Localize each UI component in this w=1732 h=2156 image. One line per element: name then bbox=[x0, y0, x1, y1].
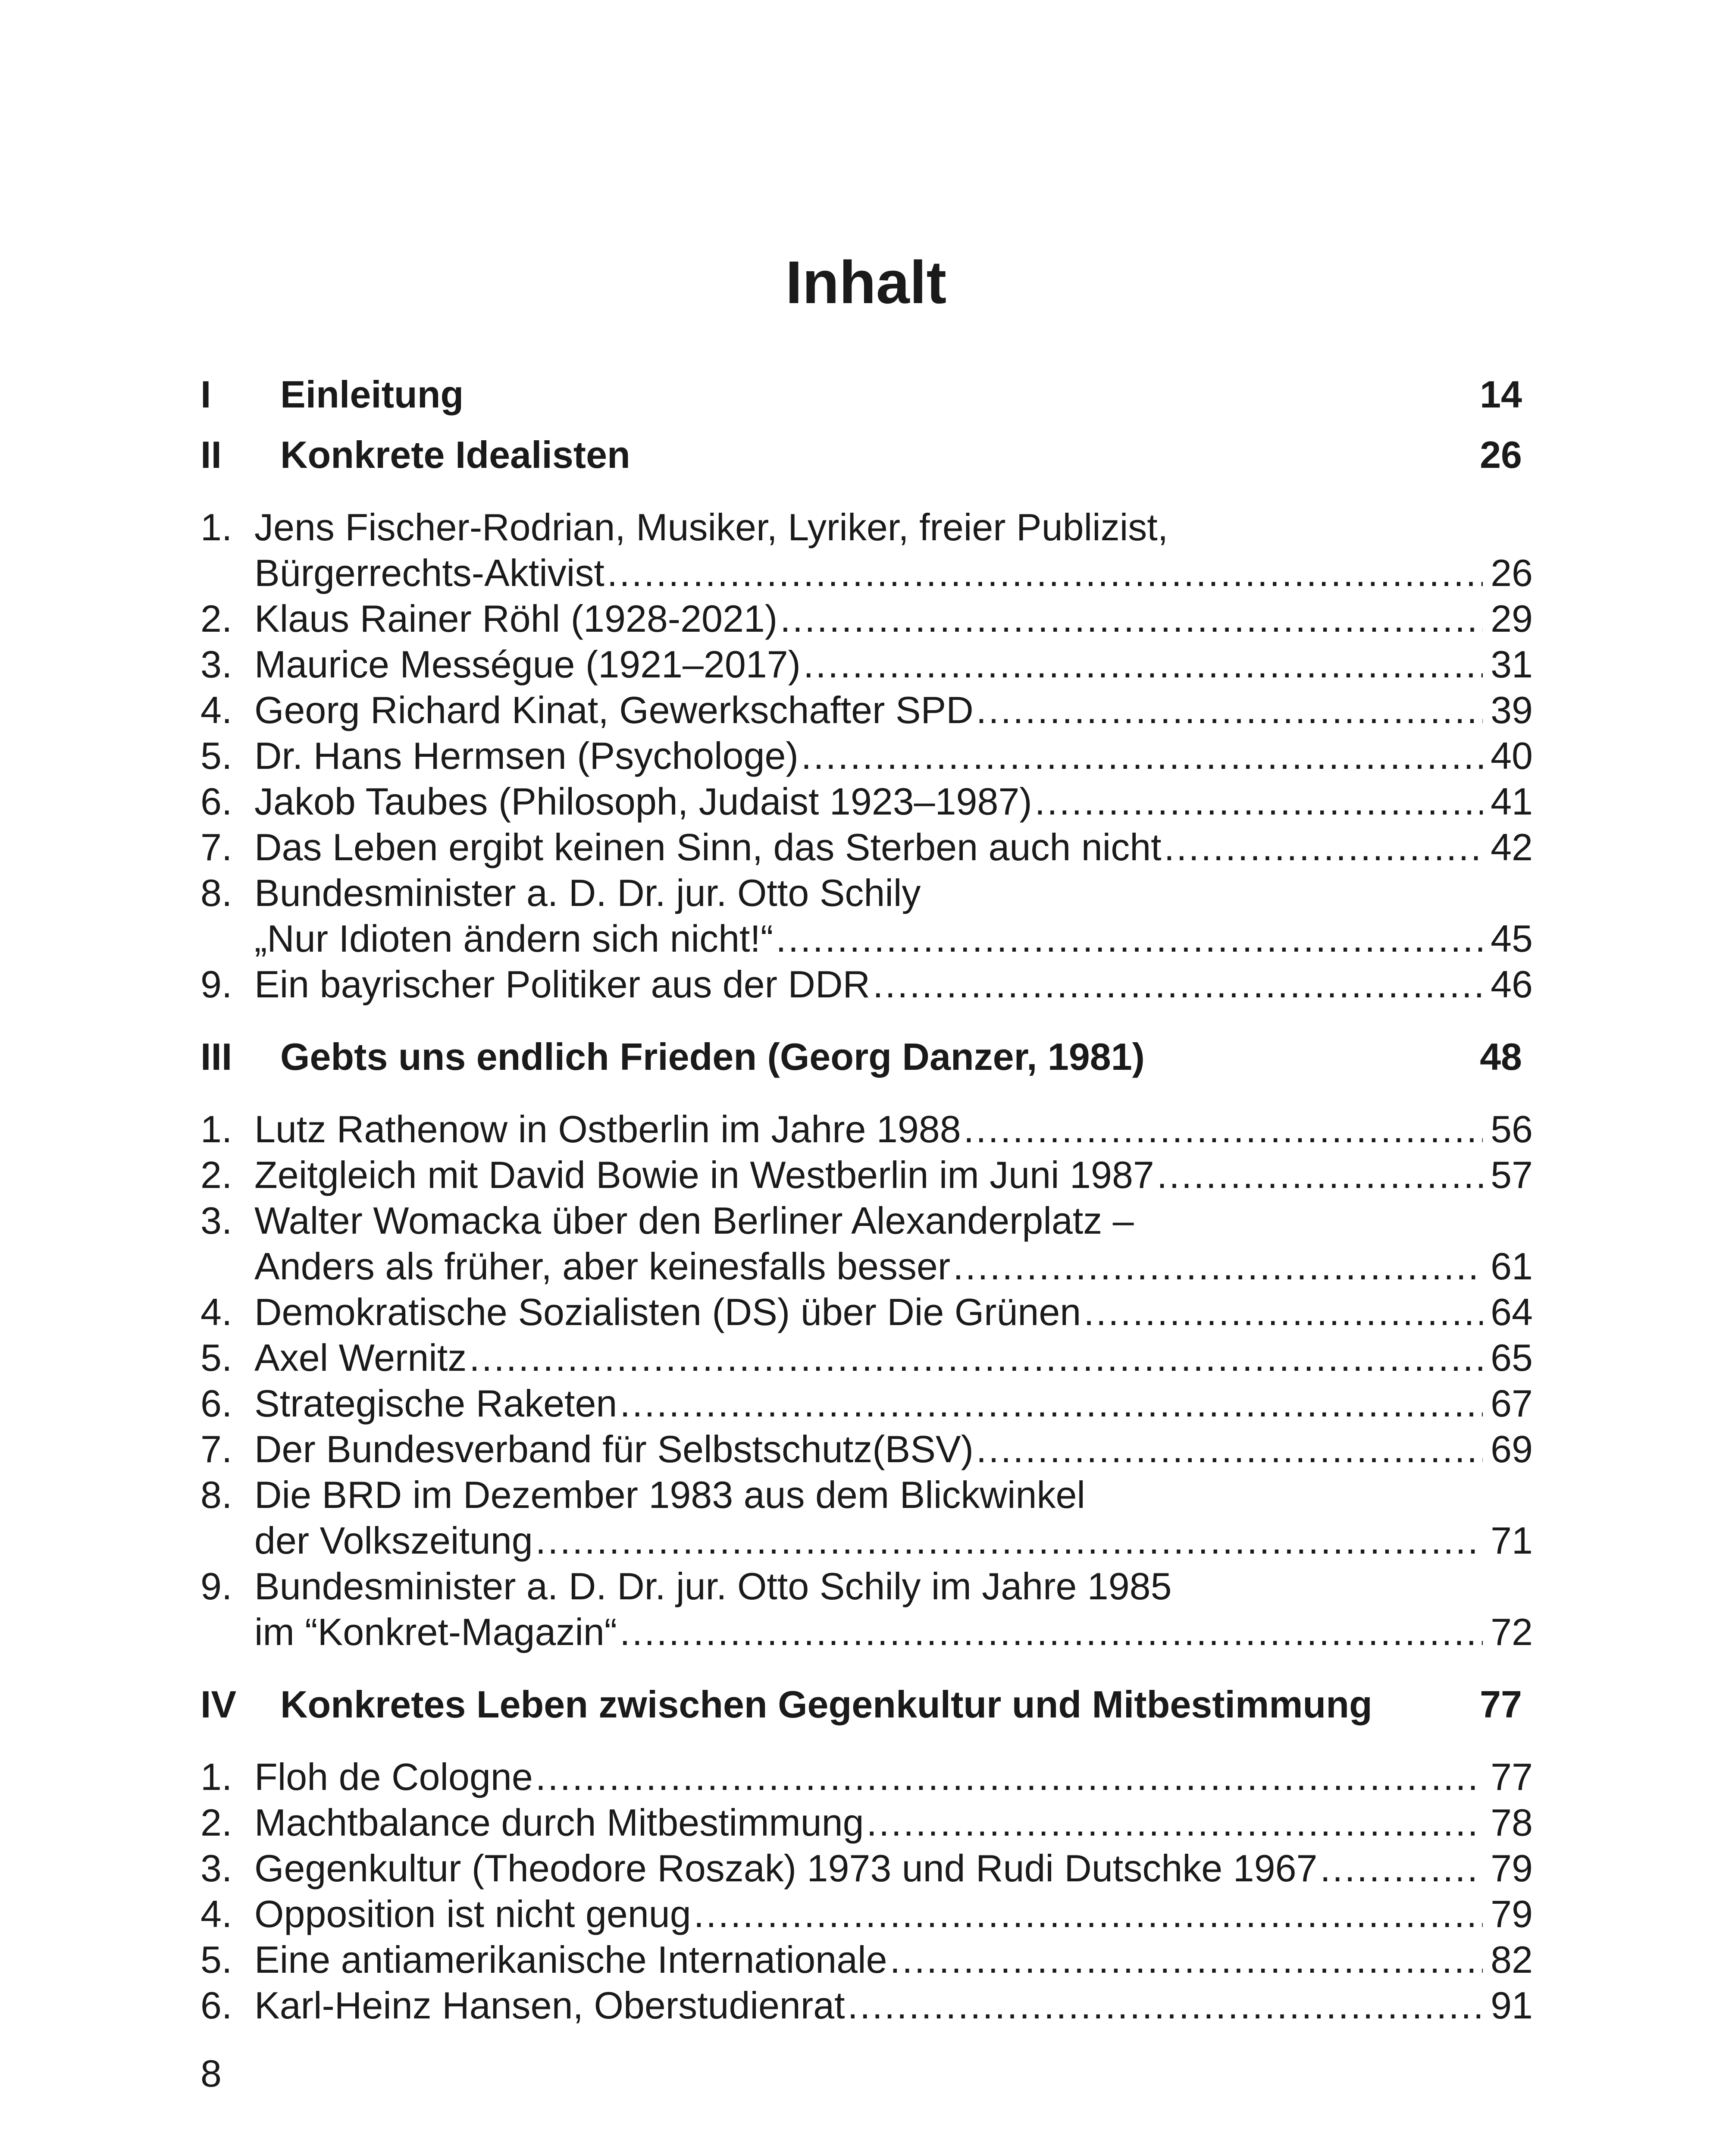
dot-leader bbox=[620, 1381, 1483, 1426]
entry-number: 4. bbox=[200, 1291, 232, 1333]
chapter-number: II bbox=[200, 433, 222, 476]
entry-page-number: 46 bbox=[1491, 963, 1533, 1006]
chapter-heading[interactable] bbox=[200, 364, 1533, 425]
chapter-entries bbox=[200, 505, 1533, 1007]
entry-number: 3. bbox=[200, 1847, 232, 1890]
chapter-page-number: 48 bbox=[1480, 1035, 1522, 1078]
entry-title-line: Floh de Cologne bbox=[254, 1755, 533, 1798]
entry-page-number: 77 bbox=[1491, 1755, 1533, 1798]
entry-title-line: Jens Fischer-Rodrian, Musiker, Lyriker, freier Publizist, bbox=[254, 506, 1168, 548]
entry-title-line: Jakob Taubes (Philosoph, Judaist 1923–1987) bbox=[254, 780, 1032, 823]
entry-page-number: 40 bbox=[1491, 734, 1533, 777]
entry-text bbox=[254, 596, 1533, 642]
entry-last-line bbox=[254, 596, 1533, 642]
dot-leader bbox=[607, 550, 1483, 596]
entry-number: 6. bbox=[200, 1984, 232, 2027]
entry-number: 2. bbox=[200, 597, 232, 640]
chapter-entries bbox=[200, 1754, 1533, 2028]
entry-title-line: Das Leben ergibt keinen Sinn, das Sterben auch nicht bbox=[254, 826, 1162, 868]
dot-leader bbox=[469, 1335, 1483, 1381]
entry-page-number: 79 bbox=[1491, 1893, 1533, 1935]
dot-leader bbox=[873, 962, 1483, 1007]
entry-text bbox=[254, 1564, 1533, 1655]
toc-entry[interactable] bbox=[200, 1381, 1533, 1426]
entry-page-number: 79 bbox=[1491, 1847, 1533, 1890]
entry-number: 8. bbox=[200, 1473, 232, 1516]
entry-text bbox=[254, 962, 1533, 1007]
entry-number: 9. bbox=[200, 1565, 232, 1608]
entry-number: 3. bbox=[200, 1199, 232, 1242]
dot-leader bbox=[1035, 779, 1483, 824]
chapter-title: Konkrete Idealisten bbox=[280, 433, 630, 476]
entry-title-line: Bundesminister a. D. Dr. jur. Otto Schily bbox=[254, 871, 921, 914]
entry-title-line: Walter Womacka über den Berliner Alexanderplatz – bbox=[254, 1199, 1134, 1242]
dot-leader bbox=[964, 1106, 1483, 1152]
entry-number: 1. bbox=[200, 506, 232, 548]
entry-last-line bbox=[254, 1891, 1533, 1937]
entry-number: 5. bbox=[200, 734, 232, 777]
chapter-title: Konkretes Leben zwischen Gegenkultur und Mitbestimmung bbox=[280, 1683, 1372, 1726]
entry-title-line: Opposition ist nicht genug bbox=[254, 1893, 691, 1935]
entry-last-line bbox=[254, 1518, 1533, 1564]
toc-entry[interactable] bbox=[200, 1564, 1533, 1655]
entry-text bbox=[254, 1754, 1533, 1800]
entry-last-line bbox=[254, 1609, 1533, 1655]
toc-entry[interactable] bbox=[200, 962, 1533, 1007]
entry-page-number: 65 bbox=[1491, 1336, 1533, 1379]
entry-last-line bbox=[254, 687, 1533, 733]
toc-entry[interactable] bbox=[200, 687, 1533, 733]
entry-last-line bbox=[254, 1381, 1533, 1426]
entry-number: 5. bbox=[200, 1336, 232, 1379]
entry-text bbox=[254, 1426, 1533, 1472]
entry-title-line: Ein bayrischer Politiker aus der DDR bbox=[254, 963, 871, 1006]
entry-last-line bbox=[254, 1106, 1533, 1152]
toc-entry[interactable] bbox=[200, 1426, 1533, 1472]
entry-title-line: im “Konkret-Magazin“ bbox=[254, 1611, 617, 1653]
entry-last-line bbox=[254, 1983, 1533, 2028]
dot-leader bbox=[1164, 824, 1483, 870]
entry-number: 1. bbox=[200, 1108, 232, 1150]
entry-title-line: Dr. Hans Hermsen (Psychologe) bbox=[254, 734, 799, 777]
entry-title-line: Lutz Rathenow in Ostberlin im Jahre 1988 bbox=[254, 1108, 961, 1150]
toc-entry[interactable] bbox=[200, 1335, 1533, 1381]
toc-entry[interactable] bbox=[200, 1472, 1533, 1564]
entry-number: 1. bbox=[200, 1755, 232, 1798]
entry-title-line: Eine antiamerikanische Internationale bbox=[254, 1938, 887, 1981]
entry-title-line: der Volkszeitung bbox=[254, 1519, 533, 1562]
dot-leader bbox=[890, 1937, 1483, 1983]
entry-text bbox=[254, 1381, 1533, 1426]
entry-number: 6. bbox=[200, 1382, 232, 1425]
entry-title-line: Der Bundesverband für Selbstschutz(BSV) bbox=[254, 1428, 974, 1470]
entry-title-line: Demokratische Sozialisten (DS) über Die Grünen bbox=[254, 1291, 1081, 1333]
dot-leader bbox=[848, 1983, 1483, 2028]
entry-title-line: Georg Richard Kinat, Gewerkschafter SPD bbox=[254, 689, 974, 731]
entry-page-number: 71 bbox=[1491, 1519, 1533, 1562]
chapter-entries bbox=[200, 1106, 1533, 1655]
chapter-number: III bbox=[200, 1035, 232, 1078]
entry-title-line: Strategische Raketen bbox=[254, 1382, 617, 1425]
dot-leader bbox=[953, 1244, 1483, 1289]
toc-entry[interactable] bbox=[200, 596, 1533, 642]
entry-title-line: Anders als früher, aber keinesfalls besser bbox=[254, 1245, 951, 1288]
toc-entry[interactable] bbox=[200, 1152, 1533, 1198]
dot-leader bbox=[536, 1754, 1483, 1800]
entry-page-number: 57 bbox=[1491, 1153, 1533, 1196]
entry-last-line bbox=[254, 1335, 1533, 1381]
entry-title-line: Bürgerrechts-Aktivist bbox=[254, 552, 604, 594]
dot-leader bbox=[976, 1426, 1483, 1472]
entry-number: 7. bbox=[200, 1428, 232, 1470]
entry-page-number: 45 bbox=[1491, 917, 1533, 960]
entry-text bbox=[254, 1198, 1533, 1289]
entry-text bbox=[254, 1846, 1533, 1891]
entry-page-number: 91 bbox=[1491, 1984, 1533, 2027]
entry-last-line bbox=[254, 642, 1533, 687]
entry-last-line bbox=[254, 1152, 1533, 1198]
table-of-contents bbox=[200, 364, 1533, 2048]
chapter-number: IV bbox=[200, 1683, 237, 1726]
chapter-page-number: 26 bbox=[1480, 433, 1522, 476]
dot-leader bbox=[776, 916, 1483, 962]
entry-title-line: Die BRD im Dezember 1983 aus dem Blickwinkel bbox=[254, 1473, 1085, 1516]
entry-title-line: Axel Wernitz bbox=[254, 1336, 467, 1379]
entry-number: 5. bbox=[200, 1938, 232, 1981]
entry-text bbox=[254, 1937, 1533, 1983]
entry-last-line bbox=[254, 779, 1533, 824]
entry-text bbox=[254, 1472, 1533, 1564]
toc-entry[interactable] bbox=[200, 1891, 1533, 1937]
entry-page-number: 29 bbox=[1491, 597, 1533, 640]
entry-last-line bbox=[254, 1800, 1533, 1846]
entry-text bbox=[254, 687, 1533, 733]
dot-leader bbox=[536, 1518, 1483, 1564]
entry-page-number: 82 bbox=[1491, 1938, 1533, 1981]
chapter-heading[interactable] bbox=[200, 1027, 1533, 1087]
toc-entry[interactable] bbox=[200, 1937, 1533, 1983]
entry-page-number: 72 bbox=[1491, 1611, 1533, 1653]
chapter-title: Gebts uns endlich Frieden (Georg Danzer, 1981) bbox=[280, 1035, 1145, 1078]
entry-last-line bbox=[254, 550, 1533, 596]
entry-last-line bbox=[254, 1426, 1533, 1472]
entry-last-line bbox=[254, 824, 1533, 870]
entry-number: 2. bbox=[200, 1801, 232, 1844]
chapter-number: I bbox=[200, 373, 211, 416]
entry-text bbox=[254, 505, 1533, 596]
entry-title-line: Zeitgleich mit David Bowie in Westberlin im Juni 1987 bbox=[254, 1153, 1154, 1196]
chapter-heading[interactable] bbox=[200, 1674, 1533, 1735]
toc-entry[interactable] bbox=[200, 824, 1533, 870]
entry-page-number: 67 bbox=[1491, 1382, 1533, 1425]
dot-leader bbox=[780, 596, 1483, 642]
entry-number: 9. bbox=[200, 963, 232, 1006]
entry-last-line bbox=[254, 1754, 1533, 1800]
entry-number: 8. bbox=[200, 871, 232, 914]
toc-entry[interactable] bbox=[200, 1846, 1533, 1891]
dot-leader bbox=[1320, 1846, 1483, 1891]
dot-leader bbox=[1157, 1152, 1483, 1198]
dot-leader bbox=[867, 1800, 1483, 1846]
toc-entry[interactable] bbox=[200, 733, 1533, 779]
toc-entry[interactable] bbox=[200, 779, 1533, 824]
entry-title-line: Maurice Mességue (1921–2017) bbox=[254, 643, 801, 686]
toc-entry[interactable] bbox=[200, 505, 1533, 596]
entry-page-number: 78 bbox=[1491, 1801, 1533, 1844]
toc-entry[interactable] bbox=[200, 1754, 1533, 1800]
entry-title-line: „Nur Idioten ändern sich nicht!“ bbox=[254, 917, 774, 960]
entry-last-line bbox=[254, 1289, 1533, 1335]
entry-page-number: 39 bbox=[1491, 689, 1533, 731]
entry-text bbox=[254, 779, 1533, 824]
entry-number: 4. bbox=[200, 689, 232, 731]
entry-page-number: 41 bbox=[1491, 780, 1533, 823]
entry-title-line: Bundesminister a. D. Dr. jur. Otto Schily im Jahre 1985 bbox=[254, 1565, 1172, 1608]
entry-last-line bbox=[254, 733, 1533, 779]
dot-leader bbox=[1084, 1289, 1483, 1335]
entry-text bbox=[254, 824, 1533, 870]
entry-number: 7. bbox=[200, 826, 232, 868]
toc-entry[interactable] bbox=[200, 642, 1533, 687]
page-title: Inhalt bbox=[785, 248, 947, 316]
toc-entry[interactable] bbox=[200, 870, 1533, 962]
page-number: 8 bbox=[200, 2052, 222, 2095]
entry-text bbox=[254, 642, 1533, 687]
entry-page-number: 61 bbox=[1491, 1245, 1533, 1288]
entry-text bbox=[254, 1800, 1533, 1846]
entry-number: 4. bbox=[200, 1893, 232, 1935]
entry-title-line: Machtbalance durch Mitbestimmung bbox=[254, 1801, 864, 1844]
entry-page-number: 64 bbox=[1491, 1291, 1533, 1333]
entry-title-line: Karl-Heinz Hansen, Oberstudienrat bbox=[254, 1984, 845, 2027]
entry-text bbox=[254, 1152, 1533, 1198]
entry-last-line bbox=[254, 1244, 1533, 1289]
toc-entry[interactable] bbox=[200, 1289, 1533, 1335]
dot-leader bbox=[620, 1609, 1483, 1655]
entry-number: 2. bbox=[200, 1153, 232, 1196]
entry-page-number: 56 bbox=[1491, 1108, 1533, 1150]
chapter-page-number: 14 bbox=[1480, 373, 1522, 416]
dot-leader bbox=[801, 733, 1483, 779]
chapter-page-number: 77 bbox=[1480, 1683, 1522, 1726]
entry-text bbox=[254, 1335, 1533, 1381]
entry-last-line bbox=[254, 916, 1533, 962]
entry-text bbox=[254, 733, 1533, 779]
entry-text bbox=[254, 1891, 1533, 1937]
dot-leader bbox=[694, 1891, 1483, 1937]
entry-number: 6. bbox=[200, 780, 232, 823]
entry-page-number: 31 bbox=[1491, 643, 1533, 686]
entry-last-line bbox=[254, 1937, 1533, 1983]
entry-page-number: 42 bbox=[1491, 826, 1533, 868]
entry-text bbox=[254, 1289, 1533, 1335]
entry-page-number: 69 bbox=[1491, 1428, 1533, 1470]
entry-text bbox=[254, 1106, 1533, 1152]
dot-leader bbox=[803, 642, 1483, 687]
entry-text bbox=[254, 870, 1533, 962]
toc-entry[interactable] bbox=[200, 1198, 1533, 1289]
chapter-title: Einleitung bbox=[280, 373, 464, 416]
entry-title-line: Gegenkultur (Theodore Roszak) 1973 und Rudi Dutschke 1967 bbox=[254, 1847, 1318, 1890]
entry-title-line: Klaus Rainer Röhl (1928-2021) bbox=[254, 597, 778, 640]
entry-last-line bbox=[254, 962, 1533, 1007]
entry-number: 3. bbox=[200, 643, 232, 686]
dot-leader bbox=[976, 687, 1483, 733]
toc-entry[interactable] bbox=[200, 1106, 1533, 1152]
toc-entry[interactable] bbox=[200, 1800, 1533, 1846]
chapter-heading[interactable] bbox=[200, 425, 1533, 485]
entry-text bbox=[254, 1983, 1533, 2028]
entry-last-line bbox=[254, 1846, 1533, 1891]
toc-entry[interactable] bbox=[200, 1983, 1533, 2028]
entry-page-number: 26 bbox=[1491, 552, 1533, 594]
